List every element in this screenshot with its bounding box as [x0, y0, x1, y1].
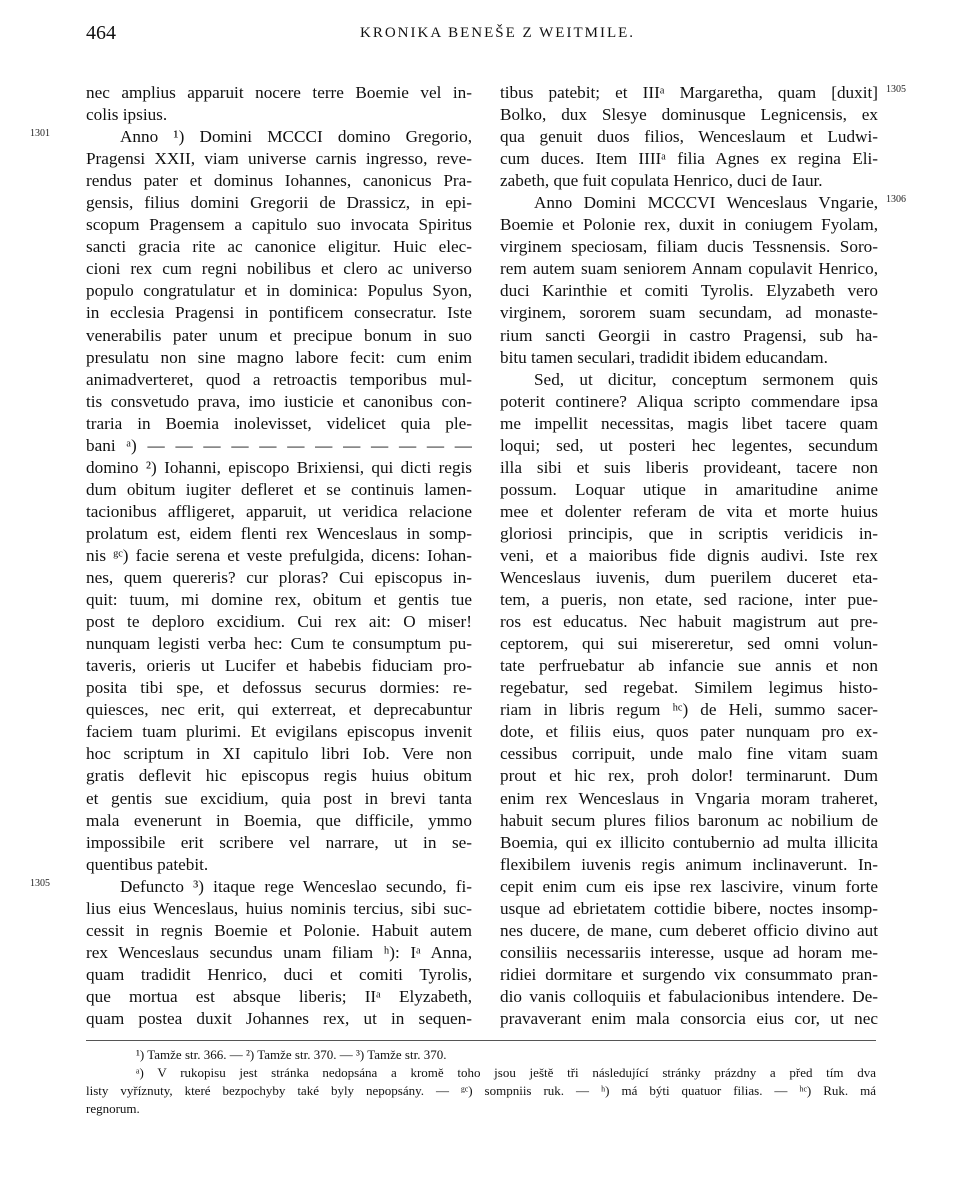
text-line: virginem speciosam, filiam ducis Tessnensis. Soro-: [500, 237, 878, 257]
text-line: Boemie et Polonie rex, duxit in coniugem Fyolam,: [500, 215, 878, 235]
text-line: colis ipsius.: [86, 105, 168, 125]
text-line: tis consvetudo prava, imo iusticie et canonibus con-: [86, 391, 472, 411]
text-line: rex Wenceslaus secundus unam filiam ʰ): Iᵃ Anna,: [86, 942, 472, 962]
text-line: mala evenerunt in Boemia, que difficile, ymmo: [86, 810, 472, 830]
footnote-source-refs: ¹) Tamže str. 366. — ²) Tamže str. 370. — ³) Tamže str. 370.: [136, 1047, 447, 1062]
text-line: tacionibus affligeret, apparuit, ut veridica relacione: [86, 501, 472, 521]
text-line: Pragensi XXII, viam universe carnis ingresso, reve-: [86, 149, 472, 169]
text-line: rem autem suam seniorem Annam copulavit Henrico,: [500, 259, 878, 279]
text-line: flexibilem iuvenis regis animum inclinaverunt. In-: [500, 854, 878, 874]
text-line: nis ᵍᶜ) facie serena et veste prefulgida, dicens: Iohan-: [86, 545, 472, 565]
text-line: duci Karinthie et comiti Tyrolis. Elyzabeth vero: [500, 281, 878, 301]
text-line: cessibus corripuit, unde malo fine vitam suam: [500, 744, 878, 764]
text-line: Defuncto ³) itaque rege Wenceslao secundo, fi-: [120, 876, 472, 896]
running-title: KRONIKA BENEŠE Z WEITMILE.: [360, 25, 636, 41]
text-line: taveris, orieris ut Lucifer et habebis fiduciam pro-: [86, 656, 472, 676]
text-line: sancti gracia rite ac canonice eligitur. Huic elec-: [86, 237, 472, 257]
text-line: prout et hic rex, proh dolor! terminarunt. Dum: [500, 766, 878, 786]
text-line: dum obitum iugiter defleret et se continuis lamen-: [86, 479, 472, 499]
text-line: Bolko, dux Slesye dominusque Legnicensis, ex: [500, 105, 878, 125]
text-line: nunquam legisti verba hec: Cum te consumptum pu-: [86, 634, 472, 654]
margin-year-1305-left: 1305: [30, 878, 50, 889]
text-line: riam in libris regum ʰᶜ) de Heli, summo sacer-: [500, 700, 878, 720]
text-line: qua genuit duos filios, Wenceslaum et Ludwi-: [500, 127, 878, 147]
text-line: gloriosi principis, que in scriptis veridicis in-: [500, 523, 878, 543]
text-line: hoc scriptum in XI capitulo libri Iob. Vere non: [86, 744, 472, 764]
text-line: Wenceslaus iuvenis, dum puerilem duceret eta-: [500, 568, 878, 588]
footnote-apparatus: ᵃ) V rukopisu jest stránka nedopsána a kromě toho jsou ještě tři následující stránky prázdny a před tím dva: [136, 1065, 876, 1080]
text-line: quit: tuum, mi domine rex, obitum et gentis tue: [86, 590, 472, 610]
text-line: usque ad ebrietatem cottidie bibere, noctes insomp-: [500, 898, 878, 918]
text-line: presulatu non sine magno labore fecit: cum enim: [86, 347, 472, 367]
footnote-apparatus: listy vyříznuty, které bezpochyby také byly nepopsány. — ᵍᶜ) sompniis ruk. — ʰ) má býti quatuor filias. — ʰᶜ) Ruk. má: [86, 1083, 876, 1098]
text-line: zabeth, que fuit copulata Henrico, duci de Iaur.: [500, 171, 823, 191]
text-line: in ecclesia Pragensi in pontificem consecratur. Iste: [86, 303, 472, 323]
text-line: dio vanis colloquiis et fabulacionibus intendere. De-: [500, 986, 878, 1006]
text-line: me impellit necessitas, magis libet tacere quam: [500, 413, 878, 433]
text-line: ridiei dormitare et surgendo vix consummato pran-: [500, 964, 878, 984]
left-column: [86, 82, 472, 1030]
text-line: Sed, ut dicitur, conceptum sermonem quis: [534, 369, 878, 389]
text-line: mee et dolenter referam de vita et morte huius: [500, 501, 878, 521]
text-line: nes, quem quereris? cur ploras? Cui episcopus in-: [86, 568, 472, 588]
text-line: quiesces, nec erit, qui exterreat, et deprecabuntur: [86, 700, 472, 720]
text-line: ceptorem, qui sui misereretur, sed omni volun-: [500, 634, 878, 654]
text-line: tem, a pueris, non etate, sed racione, inter pue-: [500, 590, 878, 610]
text-line: faciem tuam plurimi. Et evigilans episcopus invenit: [86, 722, 472, 742]
text-line: quam postea duxit Johannes rex, ut in sequen-: [86, 1008, 472, 1028]
text-line: bitu tamen seculari, tradidit ibidem educandam.: [500, 347, 828, 367]
margin-year-1306: 1306: [886, 194, 906, 205]
text-line: et gentis sue excidium, quia post in brevi tanta: [86, 788, 472, 808]
text-line: domino ²) Iohanni, episcopo Brixiensi, qui dicti regis: [86, 457, 472, 477]
text-line: poterit continere? Aliqua scripto commendare ipsa: [500, 391, 878, 411]
text-line: veni, et a maioribus fide dignis audivi. Iste rex: [500, 545, 878, 565]
text-line: post te deploro excidium. Cui rex ait: O miser!: [86, 612, 472, 632]
right-column: [500, 82, 878, 1030]
text-line: animadverteret, quod a retroactis temporibus mul-: [86, 369, 472, 389]
text-line: dote, et filiis eius, quos pater nunquam pro ex-: [500, 722, 878, 742]
text-line: scopum Pragensem a capitulo suo invocata Spiritus: [86, 215, 472, 235]
text-line: cioni rex cum regni nobilibus et clero ac universo: [86, 259, 472, 279]
text-line: illa sibi et suis liberis provideant, tacere non: [500, 457, 878, 477]
text-line: consiliis necessariis interesse, usque ad horam me-: [500, 942, 878, 962]
text-line: gratis deflevit hic episcopus regis huius obitum: [86, 766, 472, 786]
text-line: impossibile erit scribere vel narrare, ut in se-: [86, 832, 472, 852]
text-line: pravaverant enim mala consorcia eius cor, ut nec: [500, 1008, 878, 1028]
text-line: populo congratulatur et in dominica: Populus Syon,: [86, 281, 472, 301]
text-line: tate perfruebatur ab infancie sue annis et non: [500, 656, 878, 676]
text-line: quentibus patebit.: [86, 854, 209, 874]
footnotes: [86, 1046, 876, 1118]
text-line: venerabilis pater unum et precipue bonum in suo: [86, 325, 472, 345]
text-line: rendus pater et dominus Iohannes, canonicus Pra-: [86, 171, 472, 191]
text-line: posita tibi spe, et defossus securus dormies: re-: [86, 678, 472, 698]
text-line: virginem, sororem suam secundam, ad monaste-: [500, 303, 878, 323]
text-line: traria in Boemia inolevisset, videlicet quia ple-: [86, 413, 472, 433]
page-number: 464: [86, 22, 116, 44]
margin-year-1305-right: 1305: [886, 84, 906, 95]
text-line: prolatum est, eidem flenti rex Wenceslaus in somp-: [86, 523, 472, 543]
text-line: Anno Domini MCCCVI Wenceslaus Vngarie,: [534, 193, 878, 213]
text-line: regebatur, sed regebat. Similem legimus histo-: [500, 678, 878, 698]
text-line: cum duces. Item IIIIᵃ filia Agnes ex regina Eli-: [500, 149, 878, 169]
text-line: loqui; sed, ut posteri hec legentes, secundum: [500, 435, 878, 455]
text-line: quam tradidit Henrico, duci et comiti Tyrolis,: [86, 964, 472, 984]
footnote-apparatus: regnorum.: [86, 1101, 140, 1116]
text-line: tibus patebit; et IIIᵃ Margaretha, quam [duxit]: [500, 83, 878, 102]
text-line: Anno ¹) Domini MCCCI domino Gregorio,: [120, 127, 472, 147]
text-line: gensis, filius domini Gregorii de Drassicz, in epi-: [86, 193, 472, 213]
page-header: [0, 22, 960, 52]
text-line: ros est educatus. Nec habuit magistrum aut pre-: [500, 612, 878, 632]
text-line: que mortua est absque liberis; IIᵃ Elyzabeth,: [86, 986, 472, 1006]
text-line: bani ᵃ) — — — — — — — — — — — —: [86, 435, 472, 455]
text-line: possum. Loquar utique in amaritudine anime: [500, 479, 878, 499]
margin-year-1301: 1301: [30, 128, 50, 139]
text-line: lius eius Wenceslaus, huius nominis tercius, sibi suc-: [86, 898, 472, 918]
text-line: rium sancti Georgii in castro Pragensi, sub ha-: [500, 325, 878, 345]
text-line: enim rex Wenceslaus in Vngaria moram traheret,: [500, 788, 878, 808]
text-line: nec amplius apparuit nocere terre Boemie vel in-: [86, 83, 472, 102]
text-line: cessit in regnis Boemie et Polonie. Habuit autem: [86, 920, 472, 940]
text-line: nes ducere, de mane, cum deberet officio divino aut: [500, 920, 878, 940]
text-line: Boemia, qui ex illicito contubernio ad multa illicita: [500, 832, 878, 852]
text-line: cepit enim cum eis ipse rex lascivire, vinum forte: [500, 876, 878, 896]
text-line: habuit secum plures filios baronum ac nobilium de: [500, 810, 878, 830]
footnote-divider: [86, 1040, 876, 1041]
